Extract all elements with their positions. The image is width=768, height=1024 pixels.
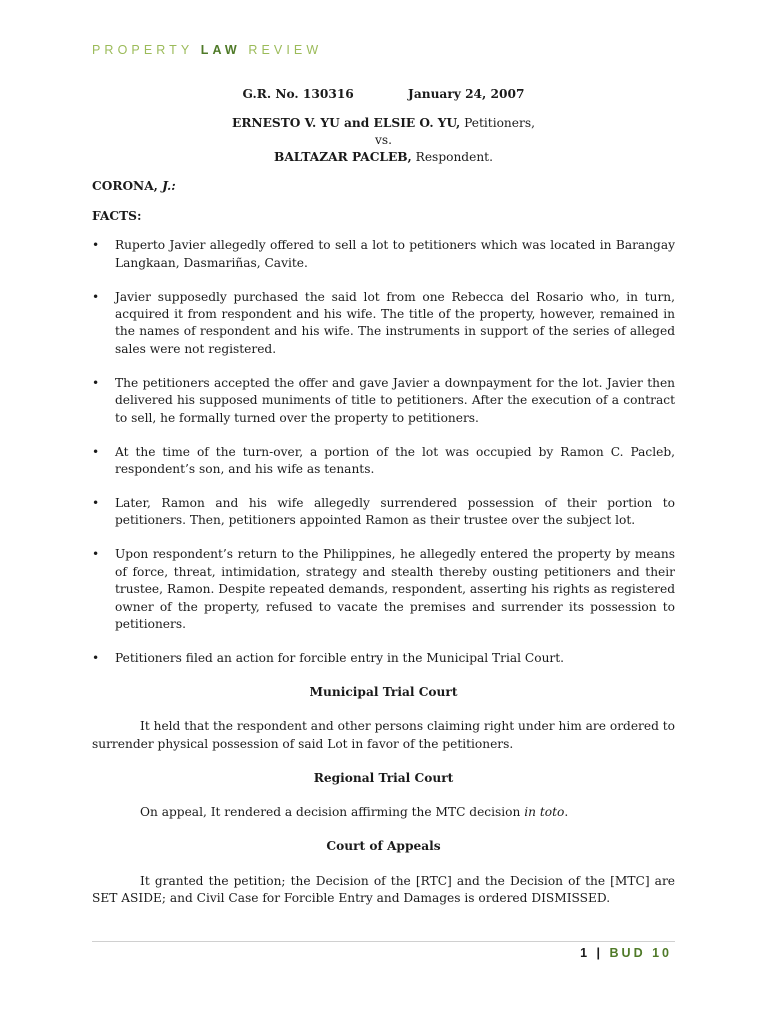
- header-word-law: LAW: [200, 43, 241, 57]
- list-item: [92, 546, 675, 633]
- list-item: [92, 375, 675, 427]
- list-item-text: At the time of the turn-over, a portion of the lot was occupied by Ramon C. Pacleb, respondent’s son, and his wife as tenants.: [115, 444, 675, 477]
- list-item: [92, 444, 675, 479]
- list-item: [92, 495, 675, 530]
- list-item-text: Upon respondent’s return to the Philippines, he allegedly entered the property by means of force, threat, intimidation, strategy and stealth thereby ousting petitioners and their trustee, Ramon. Despite repeated demands, respondent, asserting his rights as registered owner of the property, refused to vacate the premises and surrender its possession to petitioners.: [115, 547, 675, 632]
- mtc-heading: Municipal Trial Court: [309, 685, 458, 700]
- ca-heading: Court of Appeals: [326, 839, 441, 854]
- footer-code: BUD 10: [609, 946, 672, 960]
- bullet-icon: •: [92, 651, 100, 666]
- list-item-text: Javier supposedly purchased the said lot from one Rebecca del Rosario who, in turn, acquired it from respondent and his wife. The title of the property, however, remained in the names of respondent and his wife. The instruments in support of the series of alleged sales were not registered.: [115, 289, 675, 356]
- page-footer: [580, 946, 672, 960]
- petitioners-names: ERNESTO V. YU and ELSIE O. YU,: [232, 116, 461, 131]
- gr-number: G.R. No. 130316: [242, 87, 354, 101]
- running-header: [92, 43, 322, 57]
- list-item: [92, 289, 675, 359]
- case-parties: [92, 115, 675, 166]
- respondent-label: Respondent.: [415, 150, 493, 165]
- bullet-icon: •: [92, 496, 100, 511]
- bullet-icon: •: [92, 289, 100, 304]
- case-number-line: [92, 86, 675, 103]
- ponente-suffix: J.:: [162, 179, 176, 194]
- rtc-text-end: .: [564, 805, 569, 820]
- facts-list: [92, 237, 675, 667]
- list-item-text: The petitioners accepted the offer and gave Javier a downpayment for the lot. Javier then delivered his supposed muniments of title to petitioners. After the execution of a contract to sell, he formally turned over the property to petitioners.: [115, 375, 675, 425]
- header-word-property: PROPERTY: [92, 43, 194, 57]
- footer-separator: |: [596, 946, 604, 960]
- versus: vs.: [374, 133, 392, 148]
- document-body: [92, 86, 675, 924]
- ca-paragraph: It granted the petition; the Decision of the [RTC] and the Decision of the [MTC] are SET ASIDE; and Civil Case for Forcible Entry and Damages is ordered DISMISSED.: [92, 873, 675, 905]
- page-number: 1: [580, 946, 591, 960]
- rtc-heading: Regional Trial Court: [313, 770, 454, 785]
- rtc-paragraph: [92, 804, 675, 821]
- header-word-review: REVIEW: [248, 43, 323, 57]
- petitioners-label: Petitioners,: [464, 116, 535, 131]
- rtc-italic-text: in toto: [524, 805, 565, 820]
- bullet-icon: •: [92, 375, 100, 390]
- petitioners-line: [92, 115, 675, 132]
- ponente-name: CORONA,: [92, 179, 158, 194]
- mtc-paragraph: It held that the respondent and other persons claiming right under him are ordered to surrender physical possession of said Lot in favor of the petitioners.: [92, 719, 675, 751]
- list-item: [92, 650, 675, 667]
- respondent-name: BALTAZAR PACLEB,: [274, 150, 412, 165]
- list-item-text: Ruperto Javier allegedly offered to sell a lot to petitioners which was located in Barangay Langkaan, Dasmariñas, Cavite.: [115, 238, 675, 270]
- facts-heading: FACTS:: [92, 208, 142, 223]
- list-item-text: Later, Ramon and his wife allegedly surrendered possession of their portion to petitioners. Then, petitioners appointed Ramon as their trustee over the subject lot.: [115, 496, 675, 528]
- decision-date: January 24, 2007: [408, 87, 525, 101]
- rtc-text: On appeal, It rendered a decision affirming the MTC decision: [140, 805, 525, 820]
- footer-divider: [92, 941, 675, 942]
- bullet-icon: •: [92, 238, 100, 253]
- list-item: [92, 237, 675, 272]
- bullet-icon: •: [92, 444, 100, 459]
- bullet-icon: •: [92, 547, 100, 562]
- list-item-text: Petitioners filed an action for forcible entry in the Municipal Trial Court.: [115, 651, 565, 666]
- respondent-line: [92, 149, 675, 166]
- ponente: [92, 178, 675, 195]
